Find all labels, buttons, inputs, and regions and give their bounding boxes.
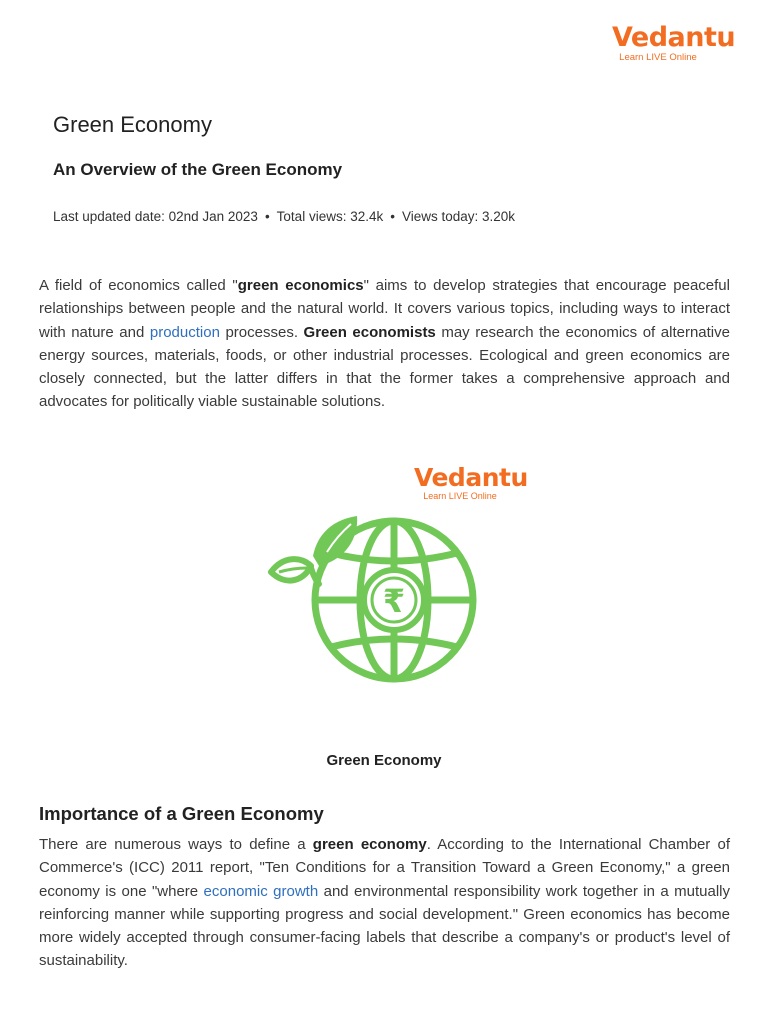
economic-growth-link[interactable]: economic growth <box>203 882 319 900</box>
logo-tagline: Learn LIVE Online <box>619 52 697 63</box>
page-title: Green Economy <box>53 112 212 137</box>
bold-term: green economics <box>237 277 364 294</box>
figure-watermark-logo <box>414 463 528 501</box>
text-run: " aims to develop strategies that encourage peaceful relationships between people and the natural world. It covers various topics, including ways to interact with nature and <box>39 277 730 341</box>
meta-separator: • <box>264 209 270 224</box>
total-views: Total views: 32.4k <box>276 209 384 224</box>
meta-separator: • <box>390 209 395 224</box>
svg-text:₹: ₹ <box>382 582 406 620</box>
page-subtitle: An Overview of the Green Economy <box>53 160 343 179</box>
figure-caption: Green Economy <box>326 752 442 769</box>
bold-term: green economy <box>312 836 427 853</box>
intro-paragraph <box>39 274 730 414</box>
logo-tagline: Learn LIVE Online <box>423 491 497 501</box>
section-heading: Importance of a Green Economy <box>39 803 324 824</box>
text-run: A field of economics called " <box>39 277 238 294</box>
production-link[interactable]: production <box>149 323 220 341</box>
text-run: and environmental responsibility work together in a mutually reinforcing manner while supporting progress and social development." Green economics has become more widely accepted through consumer-facing labels that describe a company's or product's level of sustainability. <box>39 882 731 970</box>
globe-rupee-leaf-icon <box>265 512 485 692</box>
text-run: processes. <box>219 323 304 341</box>
text-run: . According to the International Chamber of Commerce's (ICC) 2011 report, "Ten Conditions for a Transition Toward a Green Economy," a green economy is one "where <box>39 836 730 900</box>
bold-term: Green economists <box>303 323 436 341</box>
vedantu-logo[interactable] <box>612 22 736 63</box>
views-today: Views today: 3.20k <box>401 209 516 224</box>
importance-paragraph <box>39 833 730 973</box>
logo-brand-text: Vedantu <box>414 463 528 492</box>
last-updated-date: Last updated date: 02nd Jan 2023 <box>53 209 258 224</box>
logo-brand-text: Vedantu <box>612 22 736 53</box>
text-run: There are numerous ways to define a <box>39 836 313 853</box>
text-run: may research the economics of alternative energy sources, materials, foods, or other industrial processes. Ecological and green economics are closely connected, but the latter differs in that the former takes a comprehensive approach and advocates for politically viable sustainable solutions. <box>39 323 730 411</box>
article-meta <box>53 209 515 224</box>
